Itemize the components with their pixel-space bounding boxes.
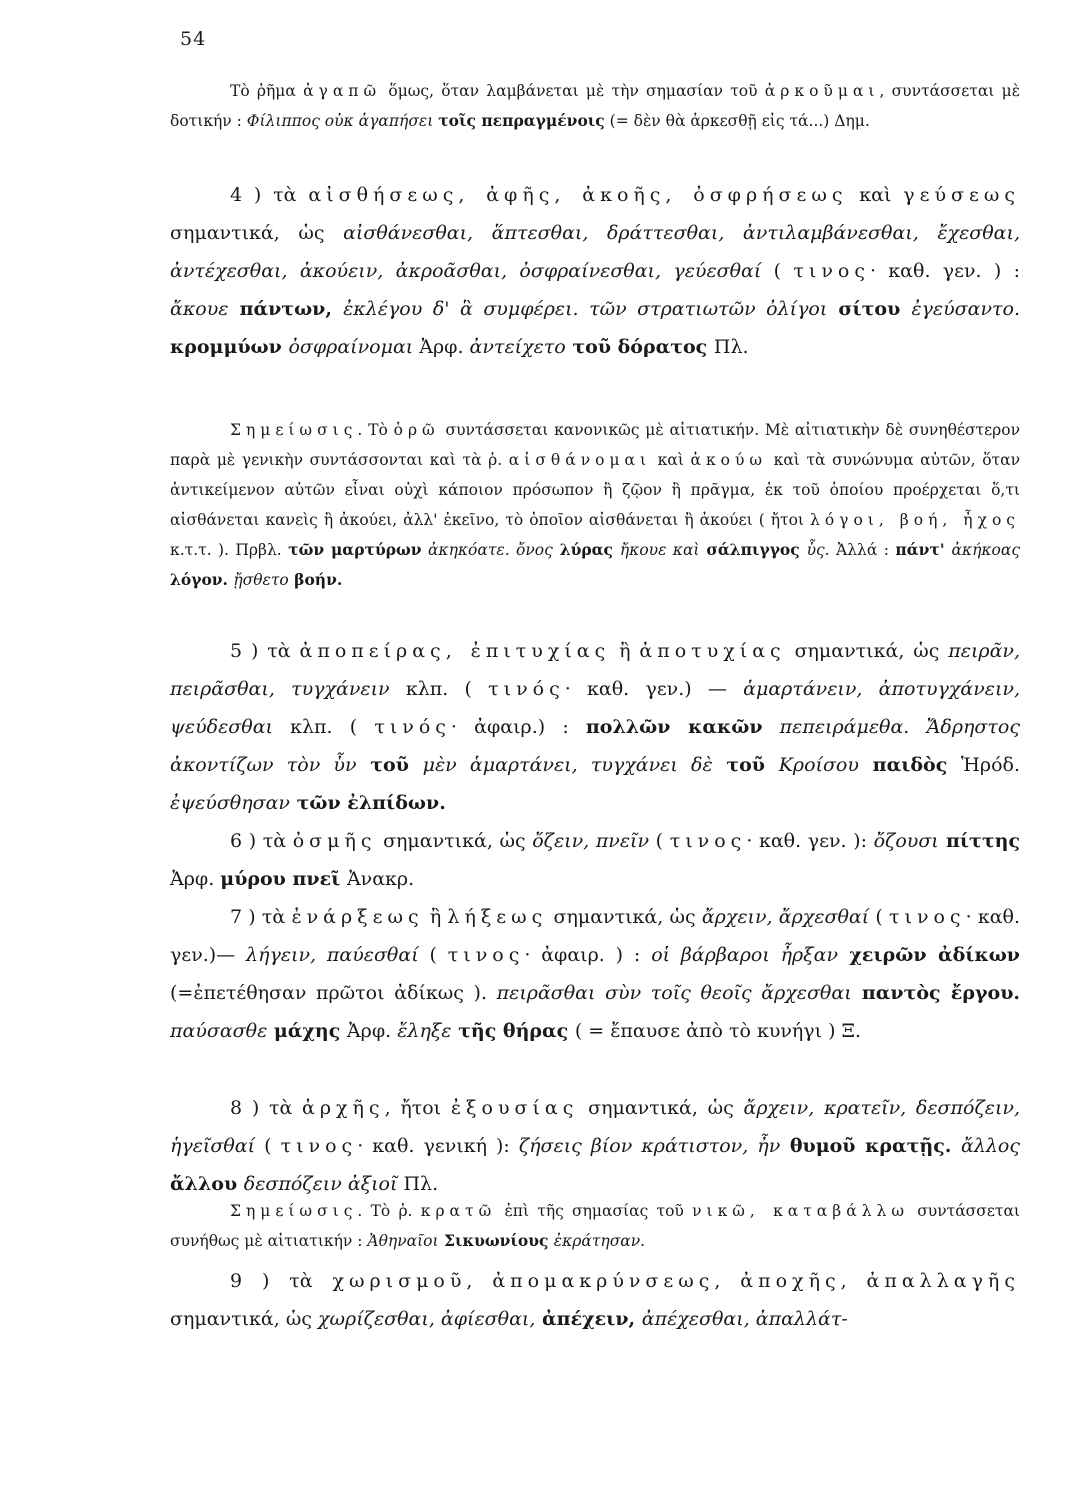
text-segment: κ.τ.τ. ). Πρβλ.	[170, 541, 289, 559]
text-segment: ἐπὶ τῆς σημασίας τοῦ	[496, 1202, 693, 1220]
text-segment: ἄλλου	[170, 1173, 244, 1195]
text-segment: πίττης	[938, 830, 1021, 852]
text-segment: τοῦ δόρατος	[565, 336, 714, 358]
text-segment: λόγον.	[170, 570, 234, 589]
text-segment: κλπ. (	[389, 678, 489, 700]
text-segment: παιδὸς	[858, 754, 962, 776]
text-segment: ὅμως, ὅταν λαμβάνεται μὲ τὴν σημασίαν τοῦ	[381, 82, 765, 100]
text-segment: Πλ.	[713, 336, 749, 358]
text-segment: κλπ. (	[272, 716, 375, 738]
text-segment: ἀγαπῶ	[303, 82, 382, 100]
text-segment: ἤκουε καὶ	[619, 541, 700, 559]
text-segment: ἢ	[423, 906, 448, 928]
text-segment: δεσπόζειν ἀξιοῖ	[243, 1173, 398, 1195]
text-segment: (	[761, 260, 794, 282]
text-segment: θυμοῦ κρατῇς.	[780, 1135, 962, 1157]
text-segment: (= δὲν θὰ ἀρκεσθῇ εἰς τά...) Δημ.	[604, 112, 870, 130]
paragraph-section-9	[170, 1262, 1020, 1338]
text-segment: ἀπομακρύνσεως	[492, 1270, 715, 1292]
text-segment: Ἡρόδ.	[961, 754, 1020, 776]
text-segment: ἐνάρξεως	[291, 906, 424, 928]
text-segment: λύρας	[552, 540, 620, 559]
text-segment: πάντ'	[895, 540, 952, 559]
text-segment: ἀκούω	[690, 451, 768, 469]
text-segment: · καθ. γεν.)—	[170, 906, 1020, 966]
paragraph-section-7	[170, 898, 1020, 1050]
text-segment: 7 ) τὰ	[230, 906, 292, 928]
text-segment: πειρᾶσθαι σὺν τοῖς θεοῖς ἄρχεσθαι	[496, 982, 852, 1004]
text-segment: καὶ	[847, 184, 904, 206]
text-segment: χωρίζεσθαι, ἀφίεσθαι,	[318, 1308, 536, 1330]
paragraph-section-6	[170, 822, 1020, 898]
text-segment: τοῦ	[712, 754, 779, 776]
text-segment: ἀπέχειν,	[535, 1308, 642, 1330]
text-segment: (	[649, 830, 670, 852]
text-segment: τινός	[374, 716, 451, 738]
text-segment: ἐγεύσαντο.	[911, 298, 1020, 320]
text-segment: ᾔσθετο	[233, 571, 289, 589]
text-segment: σημαντικά, ὡς	[170, 222, 344, 244]
text-segment: τινος	[280, 1135, 358, 1157]
text-segment: σημαντικά, ὡς	[547, 906, 702, 928]
text-segment: σάλπιγγος	[699, 540, 807, 559]
text-segment: Σημείωσις	[230, 421, 358, 439]
text-segment: (=ἐπετέθησαν πρῶτοι ἀδίκως ).	[170, 982, 497, 1004]
text-segment: πάντων,	[228, 298, 344, 320]
text-segment: 5 ) τὰ	[230, 640, 300, 662]
text-segment: ὄζειν, πνεῖν	[532, 830, 650, 852]
text-segment: Τὸ ῥῆμα	[230, 82, 304, 100]
text-segment: Σικυωνίους	[438, 1231, 554, 1250]
text-segment: σημαντικά, ὡς	[170, 1308, 319, 1330]
text-segment: ὗς.	[806, 541, 830, 559]
text-segment: Ἀθηναῖοι	[367, 1232, 439, 1250]
text-segment: 9 ) τὰ	[230, 1270, 333, 1292]
text-segment: 6 ) τὰ	[230, 830, 293, 852]
text-segment: τινος	[447, 944, 525, 966]
text-segment: Σημείωσις	[230, 1202, 358, 1220]
text-segment: χειρῶν ἀδίκων	[838, 944, 1020, 966]
text-segment: αἰσθάνομαι	[508, 451, 652, 469]
text-segment: τοῖς πεπραγμένοις	[438, 111, 605, 130]
text-segment: ἀρκοῦμαι	[764, 82, 880, 100]
page-number: 54	[180, 28, 207, 50]
text-segment: · καθ. γενική ):	[357, 1135, 519, 1157]
text-segment: · καθ. γεν.) —	[564, 678, 744, 700]
text-segment: ἔληξε	[397, 1020, 452, 1042]
text-segment: 8 ) τὰ	[230, 1097, 303, 1119]
text-segment: λήξεως	[447, 906, 548, 928]
text-segment: νικῶ, καταβάλλω	[692, 1202, 909, 1220]
text-segment: ,	[840, 1270, 867, 1292]
text-segment: χωρισμοῦ	[332, 1270, 467, 1292]
text-segment: ἐκράτησαν.	[553, 1232, 646, 1250]
text-segment: . Τὸ ῥ.	[357, 1202, 421, 1220]
text-segment: πολλῶν κακῶν	[585, 716, 763, 738]
text-segment: ἀκηκόατε. ὄνος	[421, 541, 553, 559]
text-segment: ἢ	[610, 640, 640, 662]
text-segment: βοήν.	[288, 570, 343, 589]
text-segment: παντὸς ἔργου.	[851, 982, 1021, 1004]
text-segment: τῆς θήρας	[451, 1020, 575, 1042]
text-segment: ἐξουσίας	[450, 1097, 579, 1119]
paragraph-agapo-note	[170, 76, 1020, 136]
text-segment: , συντάσσεται μὲ δοτικήν :	[170, 82, 1021, 130]
text-segment: καὶ τὰ συνώνυμα αὐτῶν, ὅταν ἀντικείμενον αὐτῶν εἶναι οὐχὶ κάποιον πρόσωπον ἢ ζῷον ἢ πρᾶγμα, ἐκ τοῦ ὁποίου προέρχεται ὅ,τι αἰσθάνεται κανεὶς ἢ ἀκούει, ἀλλ' ἐκεῖνο, τὸ ὁποῖον αἰσθάνεται ἢ ἀκούει ( ἤτοι	[170, 451, 1020, 529]
text-segment: σίτου	[827, 298, 912, 320]
text-segment: ἀποχῆς	[740, 1270, 841, 1292]
text-segment: τινος	[888, 906, 966, 928]
text-segment: μὲν ἁμαρτάνει, τυγχάνει δὲ	[422, 754, 713, 776]
paragraph-note-1	[170, 415, 1020, 595]
text-segment: ζήσεις βίον κράτιστον, ἦν	[518, 1135, 781, 1157]
text-segment: οἱ βάρβαροι ἦρξαν	[651, 944, 839, 966]
text-segment: συντάσσεται συνήθως μὲ αἰτιατικήν :	[170, 1202, 1020, 1250]
text-segment: καὶ	[651, 451, 691, 469]
text-segment: · ἀφαιρ.) :	[450, 716, 586, 738]
text-segment: σημαντικά, ὡς	[578, 1097, 744, 1119]
text-segment: τοῦ	[356, 754, 423, 776]
text-segment: ἁμαρτάνειν, ἀποτυγχάνειν, ψεύδεσθαι	[170, 678, 1020, 738]
text-segment: συντάσσεται κανονικῶς μὲ αἰτιατικήν. Μὲ αἰτιατικὴν δὲ συνηθέστερον παρὰ μὲ γενικὴν συντάσσονται καὶ τὰ ῥ.	[170, 421, 1020, 469]
text-segment: ὀσμῆς	[292, 830, 377, 852]
text-segment: ἀρχῆς	[302, 1097, 385, 1119]
text-segment: Πλ.	[397, 1173, 439, 1195]
text-segment: ἄλλος	[961, 1135, 1021, 1157]
text-segment: 4 ) τὰ	[230, 184, 309, 206]
text-segment: Φίλιππος οὐκ ἀγαπήσει	[246, 112, 434, 130]
text-segment: (	[869, 906, 889, 928]
text-segment: τῶν μαρτύρων	[288, 540, 422, 559]
text-segment: τινος	[793, 260, 870, 282]
paragraph-note-2	[170, 1196, 1020, 1256]
text-segment: λήγειν, παύεσθαί	[246, 944, 419, 966]
text-segment: ὀσφραίνομαι	[288, 336, 414, 358]
text-segment: παύσασθε	[170, 1020, 268, 1042]
text-segment: ἄρχειν, ἄρχεσθαί	[701, 906, 870, 928]
text-segment: ,	[466, 1270, 493, 1292]
text-segment: Κροίσου	[778, 754, 859, 776]
text-segment: Ἀνακρ.	[346, 868, 415, 890]
text-segment: ὄζουσι	[873, 830, 939, 852]
text-segment: ἄκουε	[170, 298, 229, 320]
text-segment: αἰσθάνεσθαι, ἅπτεσθαι, δράττεσθαι, ἀντιλαμβάνεσθαι, ἔχεσθαι, ἀντέχεσθαι, ἀκούειν, ἀκροᾶσθαι, ὀσφραίνεσθαι, γεύεσθαί	[170, 222, 1020, 282]
text-segment: σημαντικά, ὡς	[376, 830, 533, 852]
text-segment: σημαντικά, ὡς	[785, 640, 949, 662]
text-segment: · καθ. γεν. ) :	[869, 260, 1021, 282]
text-segment: Ἀρφ.	[170, 868, 221, 890]
text-segment: τῶν ἐλπίδων.	[289, 792, 446, 814]
paragraph-section-5	[170, 632, 1020, 822]
text-segment: μύρου πνεῖ	[220, 868, 347, 890]
text-segment: ἐκλέγου δ' ἃ συμφέρει. τῶν στρατιωτῶν ὀλίγοι	[343, 298, 828, 320]
text-segment: ἀποτυχίας	[639, 640, 786, 662]
text-segment: · ἀφαιρ. ) :	[524, 944, 652, 966]
text-segment: λόγοι, βοή, ἦχος	[810, 511, 1020, 529]
text-segment: ,	[714, 1270, 741, 1292]
text-segment: μάχης	[267, 1020, 347, 1042]
paragraph-section-4	[170, 176, 1020, 366]
text-segment: τινός	[488, 678, 565, 700]
text-segment: γεύσεως	[903, 184, 1020, 206]
text-segment: ἀποπείρας, ἐπιτυχίας	[299, 640, 611, 662]
text-segment: ἀπέχεσθαι, ἀπαλλάτ-	[641, 1308, 848, 1330]
text-segment: ὁρῶ	[393, 421, 440, 439]
text-segment: · καθ. γεν. ):	[746, 830, 874, 852]
paragraph-section-8	[170, 1089, 1020, 1203]
text-segment: πειρᾶν, πειρᾶσθαι, τυγχάνειν	[170, 640, 1021, 700]
text-segment: , ἤτοι	[384, 1097, 451, 1119]
text-segment: κρατῶ	[420, 1202, 497, 1220]
text-segment: Ἀρφ.	[413, 336, 470, 358]
text-segment: ἀκήκοας	[951, 541, 1020, 559]
text-segment: ἐψεύσθησαν	[170, 792, 290, 814]
text-segment: (	[255, 1135, 281, 1157]
text-segment: αἰσθήσεως, ἀφῆς, ἀκοῆς, ὀσφρήσεως	[308, 184, 848, 206]
text-segment: κρομμύων	[170, 336, 289, 358]
text-segment: ἀπαλλαγῆς	[866, 1270, 1020, 1292]
text-segment: Ἀρφ.	[346, 1020, 398, 1042]
text-segment: . Τὸ	[357, 421, 394, 439]
text-segment: (	[418, 944, 448, 966]
text-segment: ( = ἔπαυσε ἀπὸ τὸ κυνήγι ) Ξ.	[574, 1020, 862, 1042]
text-segment: ἀντείχετο	[469, 336, 566, 358]
text-segment: πεπειράμεθα. Ἄδρηστος ἀκοντίζων τὸν ὗν	[170, 716, 1020, 776]
text-segment: ἄρχειν, κρατεῖν, δεσπόζειν, ἡγεῖσθαί	[170, 1097, 1020, 1157]
text-segment: Ἀλλά :	[829, 541, 896, 559]
text-segment: τινος	[669, 830, 747, 852]
